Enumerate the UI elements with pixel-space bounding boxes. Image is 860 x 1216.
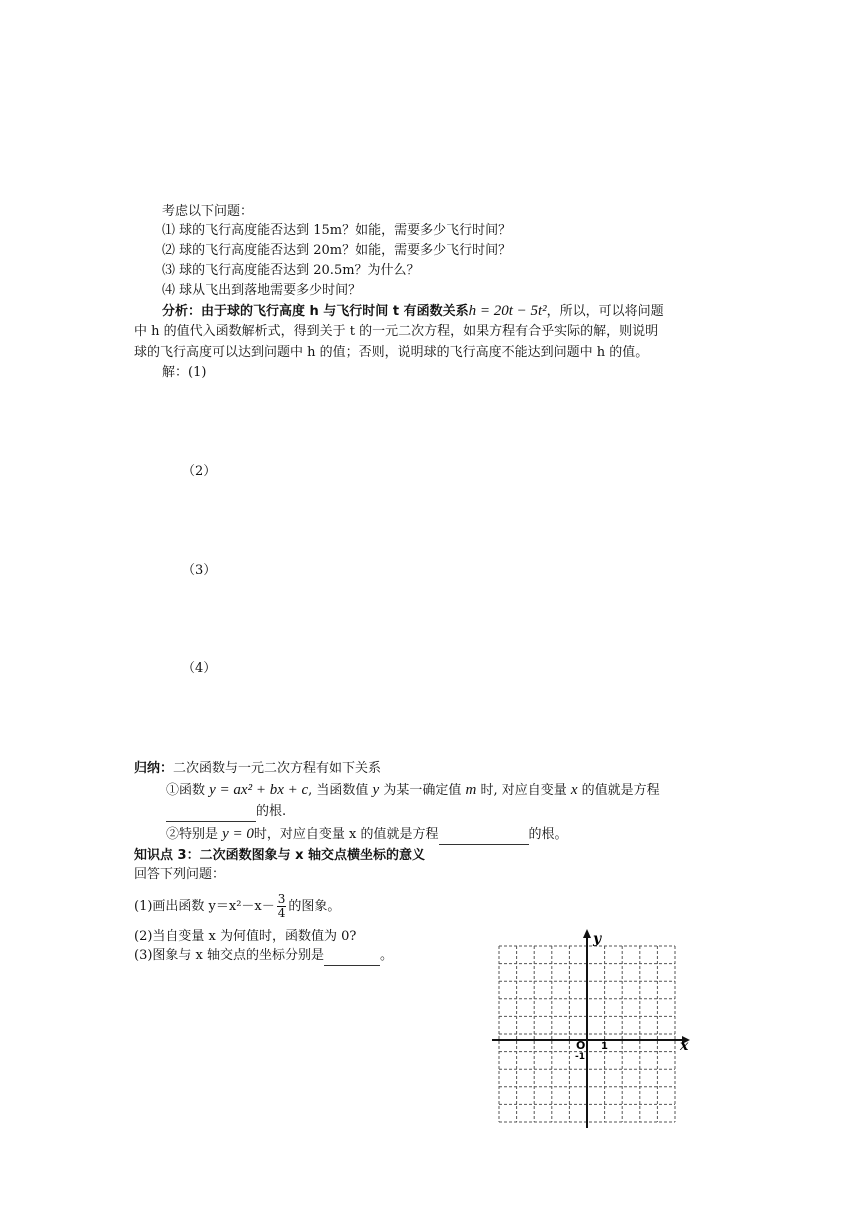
summary-item-1-cont: [166, 803, 286, 822]
summary-item-1: [166, 781, 660, 800]
solution-part-2: （2）: [182, 464, 217, 479]
q3-tail: 。: [380, 948, 394, 963]
knowledge-3-prompt: 回答下列问题：: [134, 867, 226, 882]
solution-part-4: （4）: [182, 661, 217, 676]
analysis-line-3: 球的飞行高度可以达到问题中 h 的值；否则，说明球的飞行高度不能达到问题中 h 的值。: [134, 345, 649, 360]
origin-label: O: [576, 1039, 586, 1052]
var-x: x: [570, 782, 578, 798]
fraction-numerator: 3: [277, 892, 286, 906]
summary-item-2-prefix: ②特别是: [166, 827, 223, 842]
analysis-line-1: [162, 302, 664, 321]
quadratic-formula: y = ax² + bx + c: [209, 782, 309, 798]
analysis-formula: h = 20t − 5t²: [468, 303, 547, 319]
summary-line: [134, 760, 381, 778]
answer-blank-1[interactable]: [166, 803, 256, 822]
question-item-1: ⑴ 球的飞行高度能否达到 15m？如能，需要多少飞行时间？: [162, 223, 512, 238]
solution-label: 解：(1): [162, 365, 207, 380]
answer-blank-2[interactable]: [439, 826, 529, 845]
summary-item-1-text-c: 为某一确定值: [379, 783, 466, 798]
fraction-three-quarters: [277, 893, 287, 920]
y-zero-formula: y = 0: [222, 826, 254, 842]
summary-item-2: [166, 825, 568, 845]
answer-blank-3[interactable]: [324, 947, 380, 966]
questions-intro: 考虑以下问题：: [162, 204, 254, 219]
summary-item-2-text: 时，对应自变量 x 的值就是方程: [253, 827, 439, 842]
x-axis-label: x: [680, 1038, 689, 1054]
q1-text: (1)画出函数 y＝x²－x－: [134, 899, 275, 914]
summary-item-1-text-b: , 当函数值: [308, 783, 373, 798]
question-item-4: ⑷ 球从飞出到落地需要多少时间？: [162, 283, 362, 298]
summary-item-1-text-e: 的值就是方程: [577, 783, 660, 798]
summary-intro: 二次函数与一元二次方程有如下关系: [173, 761, 382, 776]
knowledge-3-q2: (2)当自变量 x 为何值时，函数值为 0?: [134, 929, 357, 944]
analysis-tail: ，所以，可以将问题: [546, 304, 664, 319]
knowledge-3-q3: [134, 947, 393, 966]
y-axis-arrow-icon: [583, 929, 591, 938]
summary-item-2-end: 的根。: [528, 827, 568, 842]
question-item-2: ⑵ 球的飞行高度能否达到 20m？如能，需要多少飞行时间？: [162, 243, 512, 258]
q3-text: (3)图象与 x 轴交点的坐标分别是: [134, 948, 325, 963]
summary-item-1-text-d: 时, 对应自变量: [476, 783, 571, 798]
fraction-denominator: 4: [277, 906, 286, 920]
question-item-3: ⑶ 球的飞行高度能否达到 20.5m？为什么？: [162, 263, 420, 278]
var-y: y: [372, 782, 380, 798]
summary-title: 归纳：: [134, 761, 174, 776]
var-m: m: [465, 782, 477, 798]
summary-item-1-prefix: ①函数: [166, 783, 210, 798]
knowledge-3-q1: [134, 893, 340, 920]
summary-item-1-end: 的根.: [256, 804, 287, 819]
analysis-label: 分析：由于球的飞行高度 h 与飞行时间 t 有函数关系: [162, 304, 469, 319]
coordinate-grid[interactable]: [490, 926, 700, 1130]
q1-tail: 的图象。: [288, 899, 341, 914]
tick-label-neg-one: -1: [575, 1052, 585, 1062]
y-axis-label: y: [593, 931, 602, 947]
tick-label-one: 1: [601, 1041, 608, 1052]
analysis-line-2: 中 h 的值代入函数解析式，得到关于 t 的一元二次方程，如果方程有合乎实际的解，则说明: [134, 324, 659, 339]
knowledge-3-title: 知识点 3：二次函数图象与 x 轴交点横坐标的意义: [134, 848, 426, 863]
solution-part-3: （3）: [182, 563, 217, 578]
